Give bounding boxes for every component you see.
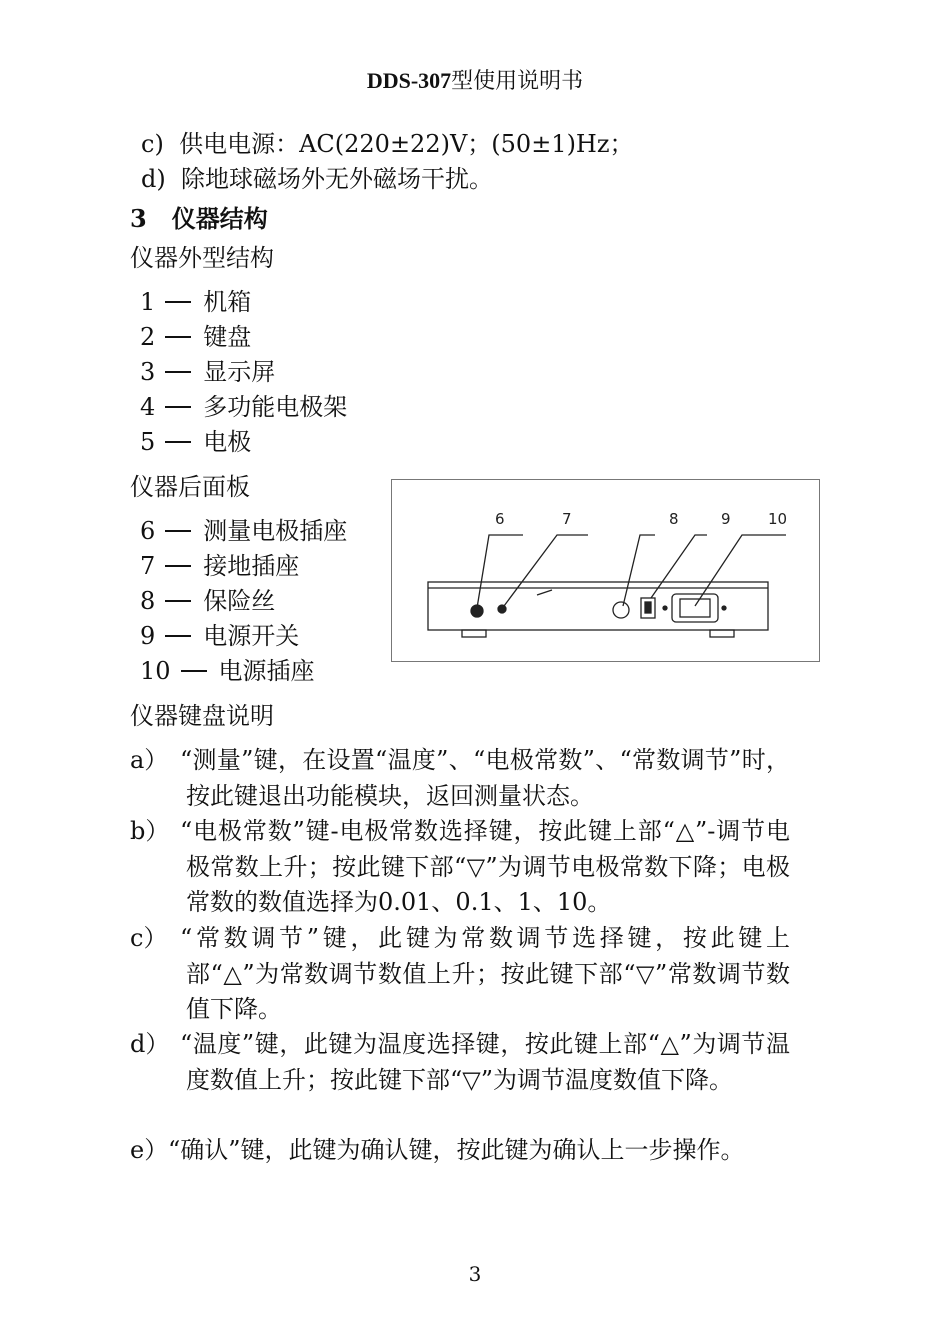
electrode-socket bbox=[471, 605, 483, 617]
rear-panel-drawing bbox=[392, 480, 819, 661]
leader-6 bbox=[477, 535, 523, 608]
outline-item: 1 机箱 bbox=[140, 288, 252, 316]
header-title: 型使用说明书 bbox=[451, 69, 584, 94]
env-item-c: c) 供电电源：AC(220±22)V；(50±1)Hz； bbox=[141, 130, 634, 158]
leader-7 bbox=[504, 535, 588, 606]
key-item-d: d） “温度”键，此键为温度选择键，按此键上部“△”为调节温度数值上升；按此键下部“▽”为调节温度数值下降。 bbox=[130, 1030, 790, 1094]
fuse bbox=[613, 602, 629, 618]
fig-label-8: 8 bbox=[669, 510, 679, 528]
foot bbox=[710, 630, 734, 637]
outline-item: 3 显示屏 bbox=[140, 358, 276, 386]
fig-label-6: 6 bbox=[495, 510, 505, 528]
rear-item: 7 接地插座 bbox=[140, 552, 300, 580]
page-header bbox=[0, 64, 950, 95]
keyboard-heading: 仪器键盘说明 bbox=[130, 702, 274, 730]
rear-item: 9 电源开关 bbox=[140, 622, 300, 650]
rear-heading: 仪器后面板 bbox=[130, 473, 250, 501]
power-socket bbox=[672, 594, 718, 622]
leader-8 bbox=[623, 535, 655, 606]
leader-10 bbox=[695, 535, 786, 606]
section-heading: 3 仪器结构 bbox=[130, 204, 268, 233]
key-item-a: a） “测量”键，在设置“温度”、“电极常数”、“常数调节”时，按此键退出功能模块，返回测量状态。 bbox=[130, 746, 790, 810]
outline-item: 2 键盘 bbox=[140, 323, 252, 351]
rear-item: 8 保险丝 bbox=[140, 587, 276, 615]
key-item-e: e） “确认”键，此键为确认键，按此键为确认上一步操作。 bbox=[130, 1136, 745, 1164]
key-item-b: b） “电极常数”键-电极常数选择键，按此键上部“△”-调节电极常数上升；按此键下部“▽”为调节电极常数下降；电极常数的数值选择为0.01、0.1、1、10。 bbox=[130, 817, 790, 916]
outline-item: 5 电极 bbox=[140, 428, 252, 456]
fig-label-7: 7 bbox=[562, 510, 572, 528]
fig-label-10: 10 bbox=[768, 510, 788, 528]
rear-item: 6 测量电极插座 bbox=[140, 517, 348, 545]
ground-socket bbox=[498, 605, 506, 613]
outline-item: 4 多功能电极架 bbox=[140, 393, 348, 421]
header-model: DDS-307 bbox=[366, 68, 452, 93]
key-item-c: c） “常数调节”键，此键为常数调节选择键，按此键上部“△”为常数调节数值上升；按此键下部“▽”常数调节数值下降。 bbox=[130, 924, 790, 1023]
page-number: 3 bbox=[468, 1262, 482, 1286]
rear-item: 10 电源插座 bbox=[140, 657, 315, 685]
fig-label-9: 9 bbox=[721, 510, 731, 528]
foot bbox=[462, 630, 486, 637]
env-item-d: d) 除地球磁场外无外磁场干扰。 bbox=[141, 165, 493, 193]
outline-heading: 仪器外型结构 bbox=[130, 244, 274, 272]
rear-panel-figure bbox=[391, 479, 820, 662]
